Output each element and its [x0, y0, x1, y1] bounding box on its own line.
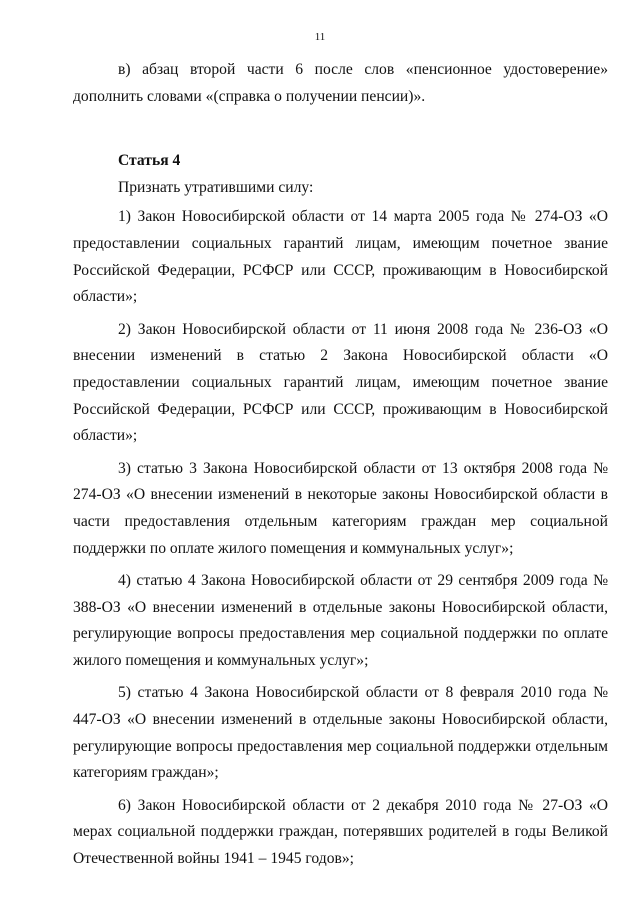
intro-paragraph: в) абзац второй части 6 после слов «пенсионное удостоверение» дополнить словами «(справка о получении пенсии)».: [73, 61, 608, 105]
list-item: 6) Закон Новосибирской области от 2 декабря 2010 года № 27-ОЗ «О мерах социальной поддержки граждан, потерявших родителей в годы Великой Отечественной войны 1941 – 1945 годов»;: [73, 796, 608, 868]
list-item: 5) статью 4 Закона Новосибирской области от 8 февраля 2010 года № 447-ОЗ «О внесении изменений в отдельные законы Новосибирской области, регулирующие вопросы предоставления мер социальной поддержки отдельным категориям граждан»;: [73, 684, 608, 782]
list-item: 3) статью 3 Закона Новосибирской области от 13 октября 2008 года № 274-ОЗ «О внесении изменений в некоторые законы Новосибирской области в части предоставления отдельным категориям граждан мер социальной поддержки по оплате жилого помещения и коммунальных услуг»;: [73, 459, 608, 557]
page-number: 11: [314, 31, 326, 43]
article-heading: Статья 4: [118, 152, 181, 170]
list-item: 4) статью 4 Закона Новосибирской области от 29 сентября 2009 года № 388-ОЗ «О внесении изменений в отдельные законы Новосибирской области, регулирующие вопросы предоставления мер социальной поддержки по оплате жилого помещения и коммунальных услуг»;: [73, 572, 608, 669]
article-lead: Признать утратившими силу:: [118, 178, 314, 196]
document-body: [73, 57, 608, 879]
list-item: 2) Закон Новосибирской области от 11 июня 2008 года № 236-ОЗ «О внесении изменений в статью 2 Закона Новосибирской области «О предоставлении социальных гарантий лицам, имеющим почетное звание Российской Федерации, РСФСР или СССР, проживающим в Новосибирской области»;: [73, 320, 608, 445]
list-item: 1) Закон Новосибирской области от 14 марта 2005 года № 274-ОЗ «О предоставлении социальных гарантий лицам, имеющим почетное звание Российской Федерации, РСФСР или СССР, проживающим в Новосибирской области»;: [73, 208, 608, 306]
section-spacer: [73, 116, 608, 148]
